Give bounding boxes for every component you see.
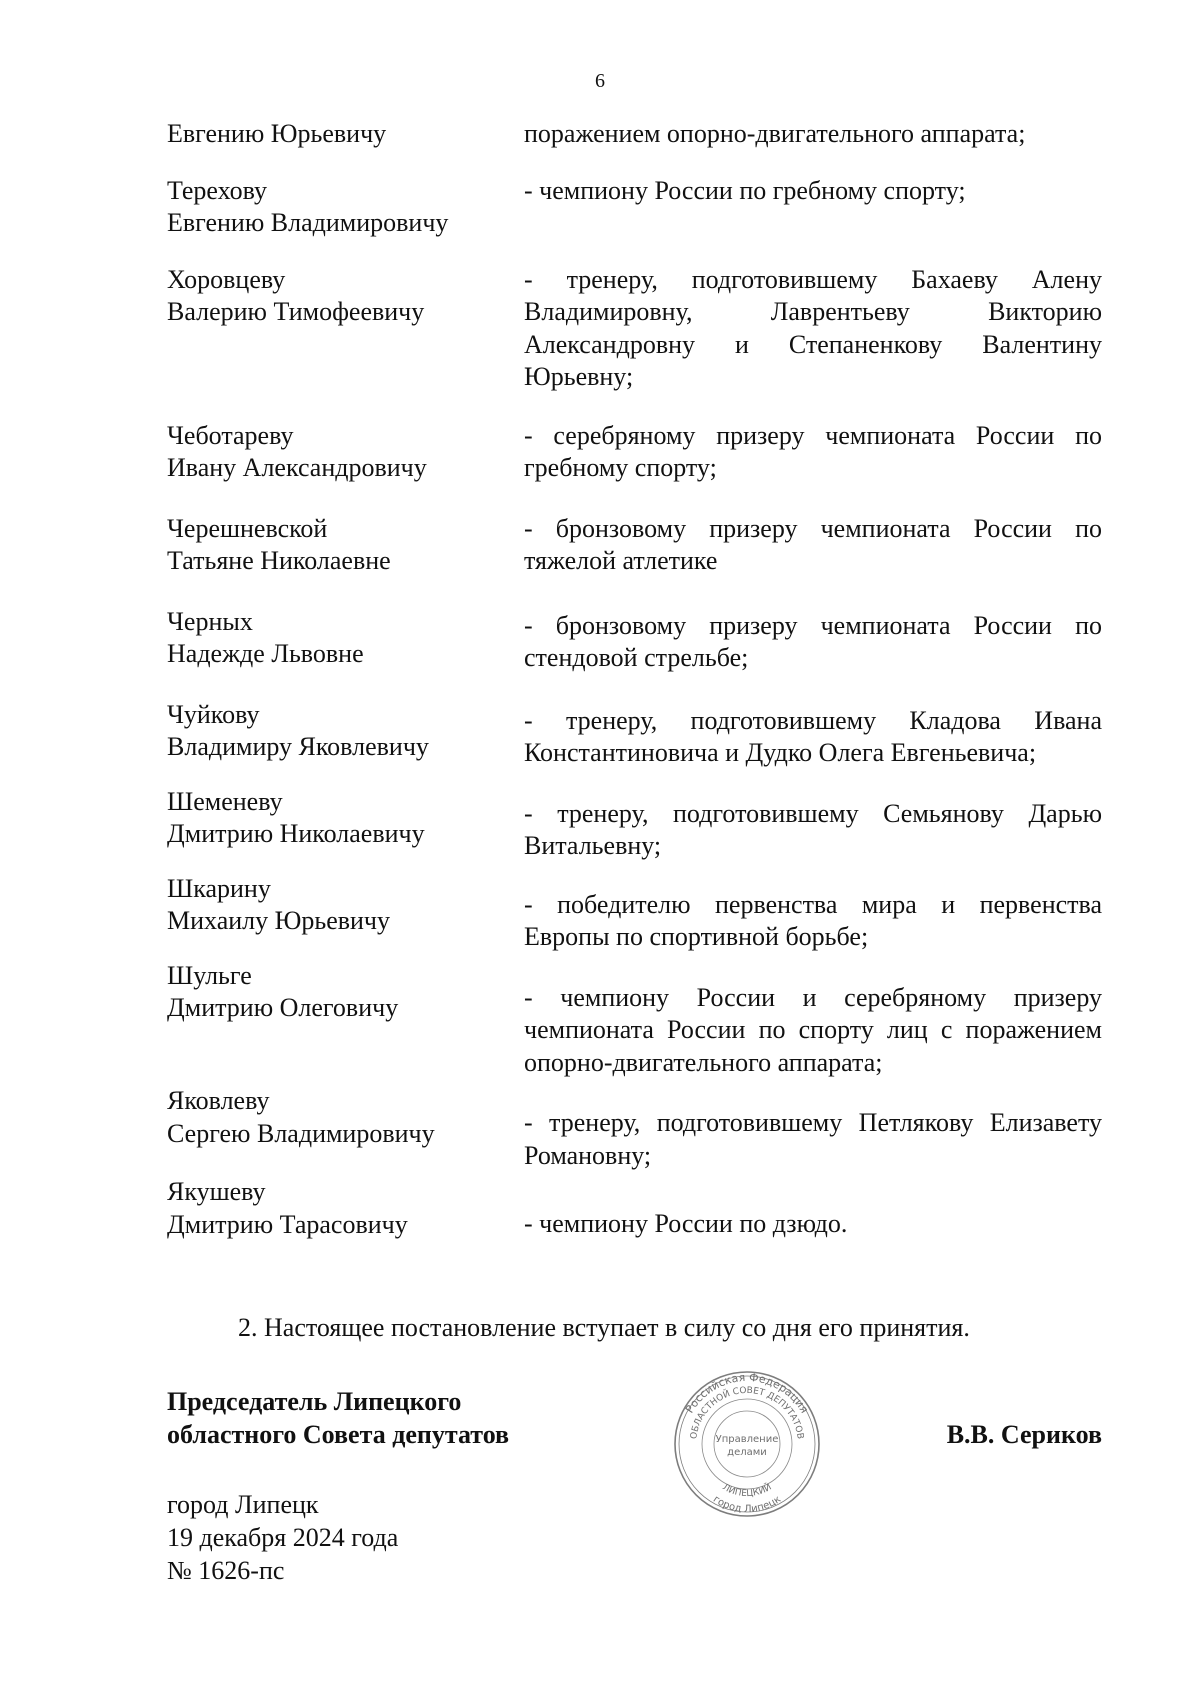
award-row [167, 175, 1102, 240]
document-date: 19 декабря 2024 года [167, 1523, 399, 1552]
seal-outer-text: Российская Федерация [683, 1370, 811, 1416]
award-row [167, 960, 1102, 1080]
seal-middle-text: ОБЛАСТНОЙ СОВЕТ ДЕПУТАТОВ [689, 1385, 805, 1440]
award-row [167, 606, 1102, 675]
seal-center-line: делами [727, 1447, 767, 1458]
recipient-name: Чеботареву Ивану Александровичу [167, 420, 427, 482]
award-reason: - бронзовому призеру чемпионата России по тяжелой атлетике [524, 513, 1102, 575]
award-reason: - бронзовому призеру чемпионата России по стендовой стрельбе; [524, 610, 1102, 672]
recipient-name: Яковлеву Сергею Владимировичу [167, 1086, 435, 1148]
document-city: город Липецк [167, 1490, 319, 1519]
award-reason: - тренеру, подготовившему Бахаеву Алену Владимировну, Лаврентьеву Викторию Александровну и Степаненкову Валентину Юрьевну; [524, 264, 1102, 391]
award-row [167, 699, 1102, 770]
recipient-name: Черешневской Татьяне Николаевне [167, 513, 391, 575]
award-row [167, 264, 1102, 394]
award-reason: - чемпиону России и серебряному призеру чемпионата России по спорту лиц с поражением опорно-двигательного аппарата; [524, 982, 1102, 1077]
recipient-name: Черных Надежде Львовне [167, 606, 364, 668]
award-row [167, 873, 1102, 954]
award-row [167, 118, 1102, 151]
recipient-name: Шеменеву Дмитрию Николаевичу [167, 786, 425, 848]
award-list [167, 118, 1102, 1241]
award-reason: - чемпиону России по гребному спорту; [524, 175, 966, 205]
chair-title: Председатель Липецкого областного Совета депутатов [167, 1387, 510, 1449]
award-reason: поражением опорно-двигательного аппарата; [524, 119, 1026, 148]
recipient-name: Евгению Юрьевичу [167, 119, 387, 148]
award-row [167, 1085, 1102, 1172]
place-date-block [167, 1488, 398, 1587]
award-reason: - победителю первенства мира и первенства Европы по спортивной борьбе; [524, 889, 1102, 951]
award-row [167, 1176, 1102, 1241]
award-reason: - тренеру, подготовившему Кладова Ивана Константиновича и Дудко Олега Евгеньевича; [524, 705, 1102, 767]
seal-center-line: Управление [715, 1434, 779, 1445]
award-reason: - тренеру, подготовившему Семьянову Дарью Витальевну; [524, 798, 1102, 860]
award-reason: - серебряному призеру чемпионата России по гребному спорту; [524, 420, 1102, 482]
seal-lower-text: ЛИПЕЦКИЙ [720, 1482, 774, 1500]
recipient-name: Чуйкову Владимиру Яковлевичу [167, 699, 429, 761]
official-seal-icon [672, 1369, 822, 1519]
recipient-name: Терехову Евгению Владимировичу [167, 175, 449, 237]
final-clause: 2. Настоящее постановление вступает в силу со дня его принятия. [238, 1313, 970, 1342]
page-number: 6 [595, 70, 605, 92]
chair-name: В.В. Сериков [946, 1420, 1102, 1449]
award-row [167, 786, 1102, 863]
award-row [167, 513, 1102, 578]
recipient-name: Шкарину Михаилу Юрьевичу [167, 873, 391, 935]
award-row [167, 420, 1102, 485]
award-reason: - чемпиону России по дзюдо. [524, 1209, 848, 1238]
recipient-name: Хоровцеву Валерию Тимофеевичу [167, 264, 425, 326]
recipient-name: Шульге Дмитрию Олеговичу [167, 960, 399, 1022]
document-number: № 1626-пс [167, 1556, 285, 1585]
seal-bottom-text: город Липецк [710, 1493, 784, 1516]
recipient-name: Якушеву Дмитрию Тарасовичу [167, 1177, 408, 1239]
award-reason: - тренеру, подготовившему Петлякову Елизавету Романовну; [524, 1108, 1102, 1170]
